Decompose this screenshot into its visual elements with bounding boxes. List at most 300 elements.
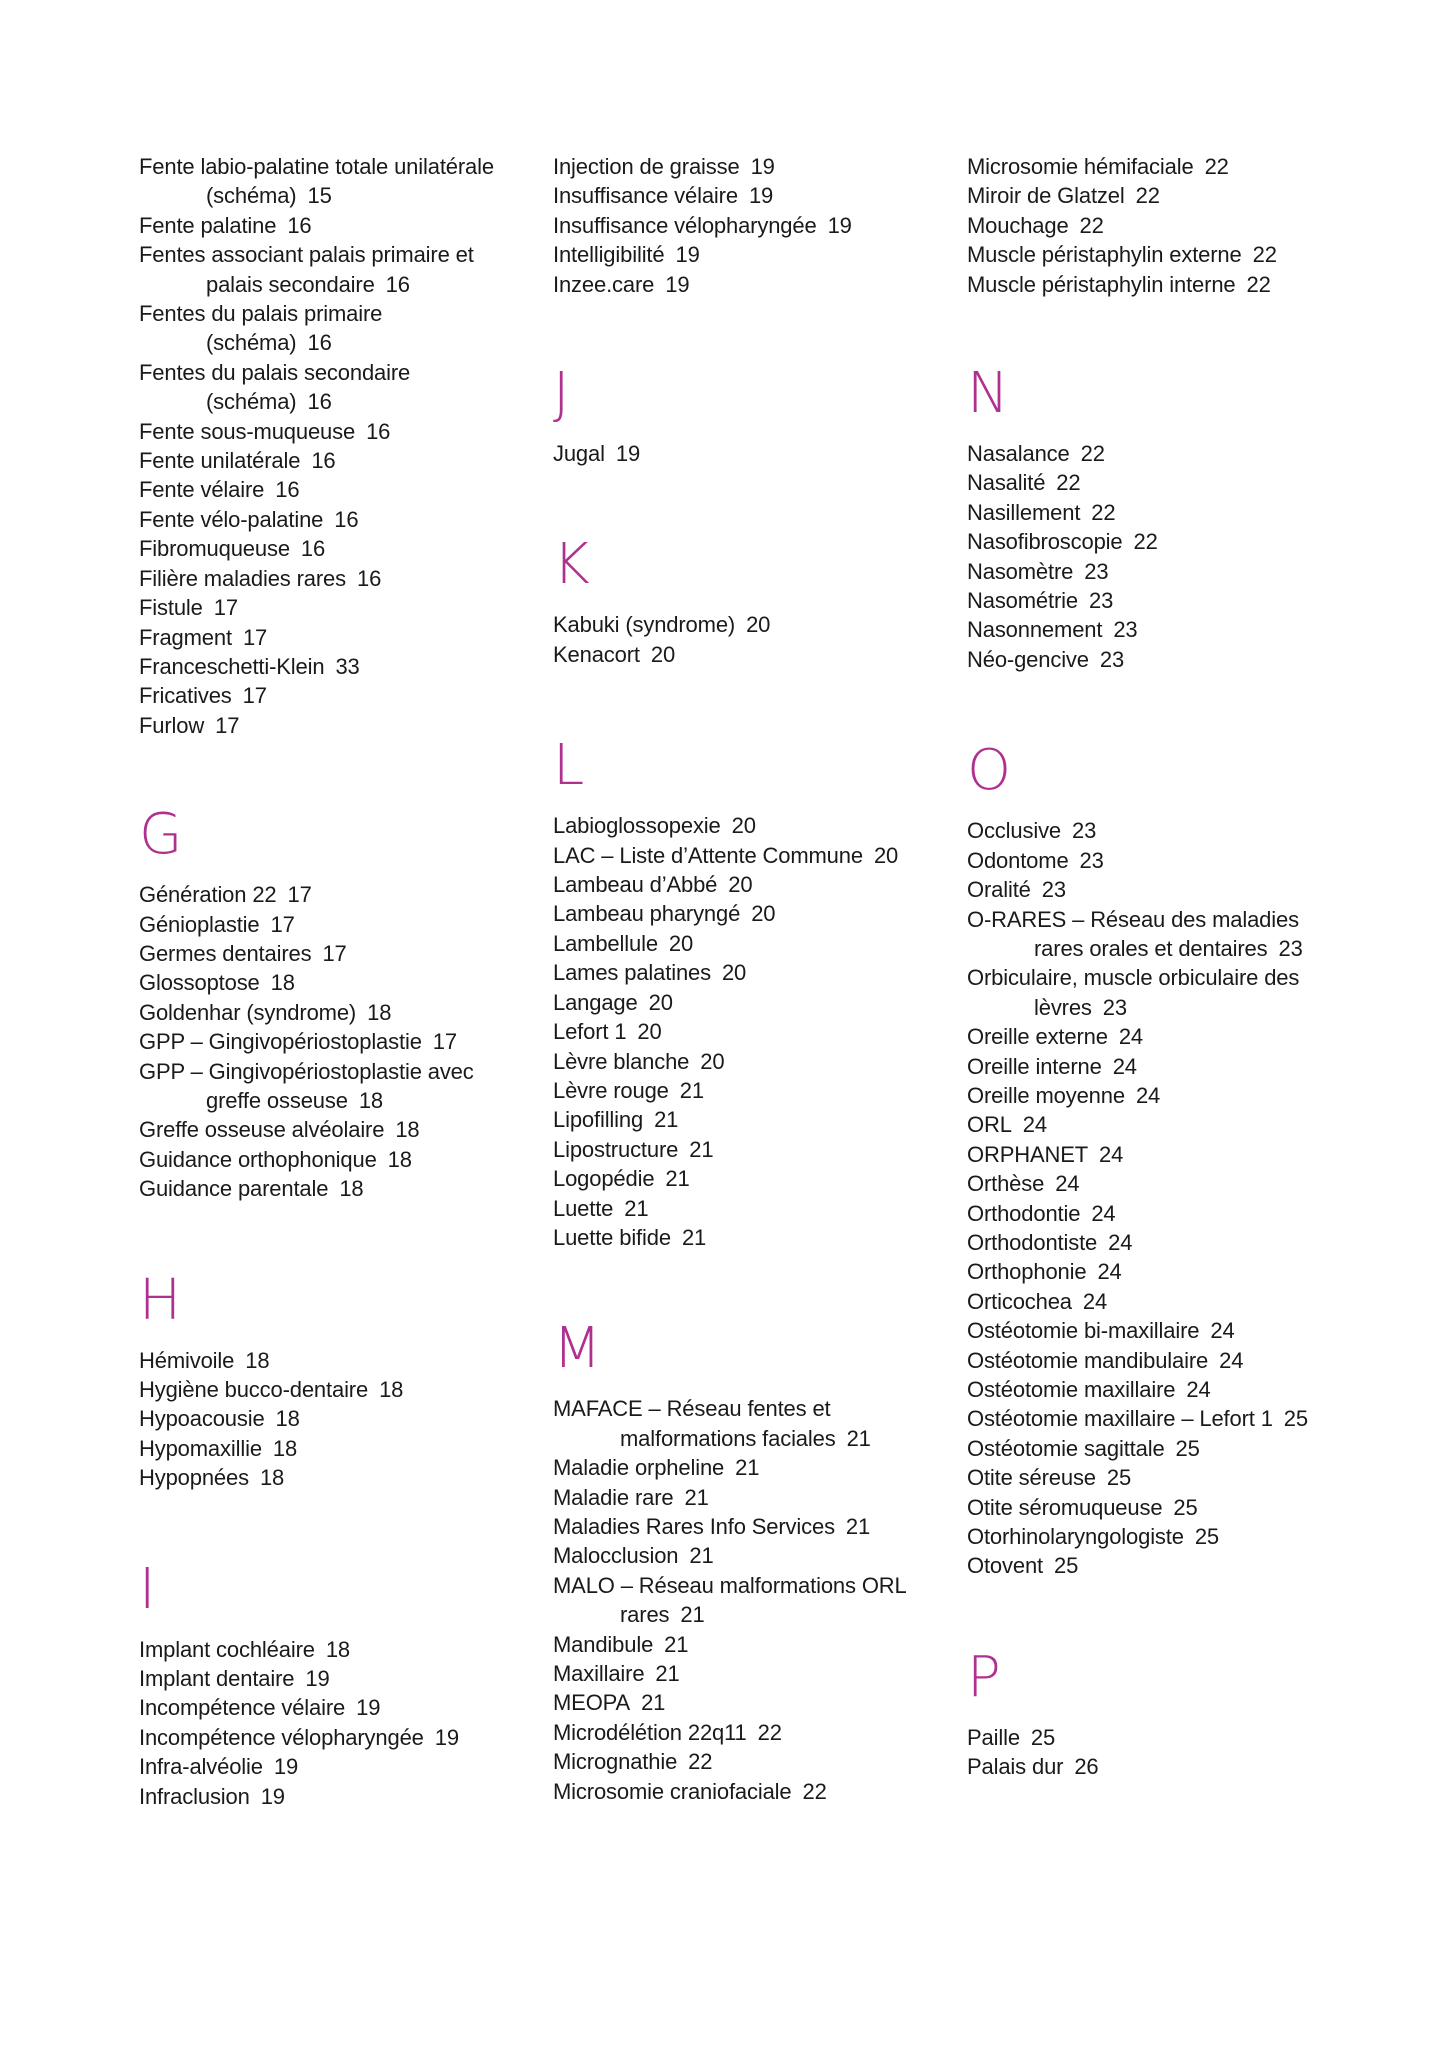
page-number: 21	[655, 1661, 680, 1686]
page-number: 24	[1219, 1347, 1244, 1373]
index-term: LAC – Liste d’Attente Commune	[553, 842, 863, 868]
index-entry	[967, 270, 1337, 299]
index-section-continued	[139, 152, 509, 740]
index-term: Nasonnement	[967, 617, 1103, 643]
page-number: 25	[1175, 1435, 1200, 1461]
page-number: 21	[846, 1425, 871, 1451]
index-entry	[553, 1747, 923, 1776]
page-number: 16	[307, 389, 332, 415]
index-term: Oreille externe	[967, 1024, 1108, 1050]
page-number: 25	[1054, 1553, 1079, 1579]
index-term: Jugal	[553, 441, 605, 467]
index-term: Insuffisance vélaire	[553, 183, 738, 209]
index-term: Germes dentaires	[139, 940, 312, 966]
index-term: Glossoptose	[139, 970, 260, 996]
index-term: Génération 22	[139, 882, 277, 908]
index-entry	[139, 1782, 509, 1811]
page-number: 21	[689, 1136, 714, 1162]
page-number: 19	[665, 271, 690, 297]
index-entry	[967, 1723, 1337, 1752]
index-entry	[967, 1346, 1337, 1375]
index-entry	[967, 1375, 1337, 1404]
section-letter-heading: O	[967, 738, 1012, 804]
section-letter-heading: L	[553, 733, 585, 799]
page-number: 19	[273, 1754, 299, 1780]
index-term: Insuffisance vélopharyngée	[553, 212, 817, 238]
index-entry	[139, 1463, 509, 1492]
index-term: Nasalité	[967, 470, 1046, 496]
page-number: 23	[1099, 646, 1125, 672]
index-entry	[139, 1057, 509, 1116]
page-number: 18	[270, 970, 295, 996]
section-letter-heading: M	[553, 1316, 602, 1382]
page-number: 24	[1186, 1377, 1211, 1402]
index-entry	[139, 446, 509, 475]
page-number: 19	[356, 1695, 381, 1721]
page-number: 19	[827, 212, 852, 238]
index-entry	[139, 358, 509, 417]
page-number: 19	[305, 1666, 330, 1692]
section-letter-heading: I	[139, 1556, 156, 1622]
index-term: Micrognathie	[553, 1749, 678, 1775]
page-number: 23	[1102, 994, 1127, 1020]
index-entry	[967, 498, 1337, 527]
index-term: ORPHANET	[967, 1141, 1089, 1167]
index-section-n	[967, 359, 1337, 674]
index-term: Hygiène bucco-dentaire	[139, 1377, 369, 1402]
index-term: Greffe osseuse alvéolaire	[139, 1117, 385, 1143]
index-term: GPP – Gingivopériostoplastie	[139, 1029, 422, 1055]
page-number: 21	[845, 1513, 871, 1539]
index-entry	[139, 652, 509, 681]
index-term: Nasillement	[967, 499, 1081, 525]
index-term: Microsomie craniofaciale	[553, 1778, 792, 1804]
index-entry	[553, 1164, 923, 1193]
index-section-k	[553, 530, 923, 669]
page-number: 24	[1091, 1200, 1116, 1226]
index-section-g	[139, 800, 509, 1203]
index-term: Microsomie hémifaciale	[967, 154, 1194, 179]
index-entry	[139, 968, 509, 997]
index-entry	[967, 468, 1337, 497]
index-term: Logopédie	[553, 1166, 655, 1192]
index-entry	[139, 1145, 509, 1174]
index-term: Orthodontie	[967, 1200, 1081, 1226]
index-entry	[967, 1022, 1337, 1051]
index-term: Inzee.care	[553, 271, 655, 297]
index-entry	[553, 929, 923, 958]
index-entry	[967, 1463, 1337, 1492]
index-term: Fentes associant palais primaire et palais secondaire	[139, 242, 474, 297]
page-number: 17	[270, 911, 295, 937]
index-term: Lames palatines	[553, 960, 711, 986]
index-entry	[967, 1140, 1337, 1169]
page-number: 19	[750, 154, 775, 179]
index-section-continued	[553, 152, 923, 299]
index-entry	[139, 152, 509, 211]
page-number: 24	[1097, 1259, 1122, 1285]
index-term: Lipostructure	[553, 1136, 679, 1162]
page-number: 26	[1074, 1754, 1099, 1780]
index-term: Fente sous-muqueuse	[139, 418, 356, 444]
index-term: Furlow	[139, 712, 205, 738]
index-entry	[553, 1777, 923, 1806]
index-entry	[553, 841, 923, 870]
index-term: Orticochea	[967, 1288, 1072, 1314]
page-number: 22	[1091, 499, 1116, 525]
page-number: 20	[751, 901, 776, 927]
index-term: Nasométrie	[967, 588, 1078, 614]
index-term: Nasomètre	[967, 558, 1074, 584]
index-section-j	[553, 359, 923, 468]
index-term: Guidance orthophonique	[139, 1146, 377, 1172]
page-number: 18	[367, 999, 392, 1025]
index-term: Génioplastie	[139, 911, 260, 937]
index-entry	[553, 270, 923, 299]
index-term: Fricatives	[139, 683, 232, 709]
index-term: Lefort 1	[553, 1019, 627, 1045]
index-term: Incompétence vélopharyngée	[139, 1724, 424, 1750]
index-term: Ostéotomie maxillaire	[967, 1377, 1176, 1402]
index-entry	[139, 299, 509, 358]
index-term: Oreille interne	[967, 1053, 1102, 1079]
index-entry	[553, 1194, 923, 1223]
index-term: O-RARES – Réseau des maladies rares orales et dentaires	[967, 906, 1299, 961]
page-number: 24	[1108, 1229, 1133, 1255]
page-number: 20	[728, 872, 753, 898]
index-entry	[967, 240, 1337, 269]
page-number: 19	[748, 183, 774, 209]
page-number: 18	[358, 1087, 383, 1113]
index-entry	[553, 152, 923, 181]
index-entry-list	[553, 811, 923, 1252]
index-entry-list	[139, 1635, 509, 1811]
page-number: 17	[322, 940, 347, 966]
index-term: Hypopnées	[139, 1465, 249, 1491]
page-number: 22	[1056, 470, 1081, 496]
index-term: Fente unilatérale	[139, 448, 301, 474]
page-number: 22	[1080, 441, 1105, 467]
index-term: Filière maladies rares	[139, 565, 346, 591]
page-number: 20	[648, 989, 673, 1015]
index-entry	[967, 1551, 1337, 1580]
index-term: Muscle péristaphylin externe	[967, 242, 1242, 268]
index-entry-list	[553, 1394, 923, 1806]
page-number: 20	[650, 641, 676, 667]
index-term: Guidance parentale	[139, 1176, 329, 1202]
index-entry	[553, 1223, 923, 1252]
page-number: 16	[287, 212, 312, 238]
index-entry	[139, 910, 509, 939]
index-entry	[139, 1664, 509, 1693]
index-entry	[967, 181, 1337, 210]
index-term: Occlusive	[967, 818, 1062, 844]
page-number: 17	[215, 712, 240, 738]
index-entry	[139, 1404, 509, 1433]
index-term: Lambeau d’Abbé	[553, 872, 718, 898]
page-number: 19	[434, 1724, 459, 1750]
page-number: 24	[1118, 1024, 1143, 1050]
page-number: 23	[1113, 617, 1138, 643]
index-entry	[553, 439, 923, 468]
page-number: 18	[275, 1406, 300, 1432]
page-number: 22	[1135, 183, 1160, 209]
index-entry	[967, 1434, 1337, 1463]
index-term: Luette bifide	[553, 1224, 671, 1250]
index-entry	[139, 623, 509, 652]
index-term: Fentes du palais secondaire (schéma)	[139, 359, 411, 415]
index-term: GPP – Gingivopériostoplastie avec greffe osseuse	[139, 1058, 474, 1113]
index-entry-list	[967, 816, 1337, 1581]
page-number: 20	[731, 813, 756, 839]
index-entry	[139, 240, 509, 299]
index-entry	[553, 211, 923, 240]
index-term: Lambellule	[553, 930, 658, 956]
index-section-continued	[967, 152, 1337, 299]
page-number: 17	[213, 595, 238, 621]
page-number: 18	[259, 1465, 285, 1491]
index-term: Oralité	[967, 877, 1031, 903]
index-term: Otite séreuse	[967, 1465, 1096, 1491]
index-entry	[967, 1752, 1337, 1781]
index-section-o	[967, 736, 1337, 1581]
index-entry	[139, 939, 509, 968]
index-term: MALO – Réseau malformations ORL rares	[553, 1572, 906, 1628]
index-term: Lambeau pharyngé	[553, 901, 741, 927]
index-term: Lèvre rouge	[553, 1077, 669, 1103]
page-number: 23	[1278, 935, 1303, 961]
page-number: 16	[275, 477, 300, 503]
page-number: 20	[700, 1048, 725, 1074]
page-number: 21	[624, 1195, 649, 1221]
page-number: 20	[746, 612, 771, 638]
index-term: Fente vélo-palatine	[139, 506, 324, 532]
page-number: 17	[242, 683, 267, 709]
index-term: Fibromuqueuse	[139, 536, 290, 562]
page-number: 16	[357, 565, 382, 591]
index-term: MAFACE – Réseau fentes et malformations faciales	[553, 1396, 836, 1451]
page-number: 16	[334, 506, 359, 532]
index-entry	[139, 593, 509, 622]
index-entry	[553, 1483, 923, 1512]
index-term: Hypomaxillie	[139, 1435, 262, 1461]
page-number: 19	[675, 242, 700, 268]
index-term: Otite séromuqueuse	[967, 1494, 1163, 1520]
index-entry	[139, 534, 509, 563]
index-term: Incompétence vélaire	[139, 1695, 346, 1721]
index-entry	[139, 998, 509, 1027]
index-term: ORL	[967, 1112, 1012, 1138]
index-term: Otorhinolaryngologiste	[967, 1524, 1184, 1550]
page-number: 18	[325, 1636, 351, 1662]
index-entry	[967, 816, 1337, 845]
index-term: Nasalance	[967, 441, 1070, 467]
index-term: Palais dur	[967, 1754, 1064, 1780]
page-number: 33	[335, 653, 360, 679]
index-entry	[967, 905, 1337, 964]
index-entry	[553, 640, 923, 669]
page-number: 20	[721, 960, 747, 986]
index-section-h	[139, 1266, 509, 1493]
index-term: Infra-alvéolie	[139, 1754, 263, 1780]
index-entry	[553, 958, 923, 987]
section-letter-heading: H	[139, 1267, 182, 1333]
index-term: Fentes du palais primaire (schéma)	[139, 301, 383, 356]
index-column-1	[139, 152, 509, 1811]
page-number: 22	[1252, 242, 1277, 268]
page-number: 22	[802, 1778, 827, 1804]
index-entry	[139, 711, 509, 740]
page-number: 15	[307, 183, 332, 209]
index-entry	[553, 1541, 923, 1570]
index-term: Orthodontiste	[967, 1229, 1098, 1255]
index-term: Ostéotomie bi-maxillaire	[967, 1318, 1200, 1344]
index-term: Fistule	[139, 595, 203, 621]
index-term: Mandibule	[553, 1631, 654, 1657]
index-entry	[967, 1110, 1337, 1139]
page-number: 18	[245, 1347, 270, 1373]
page-number: 24	[1112, 1053, 1137, 1079]
index-term: Franceschetti-Klein	[139, 653, 325, 679]
index-entry	[967, 586, 1337, 615]
section-letter-heading: N	[967, 361, 1009, 427]
page-number: 21	[679, 1077, 704, 1103]
index-entry	[553, 1135, 923, 1164]
index-entry	[139, 211, 509, 240]
index-entry	[553, 988, 923, 1017]
index-term: Lèvre blanche	[553, 1048, 690, 1074]
index-term: Hémivoile	[139, 1347, 235, 1373]
index-entry	[967, 1199, 1337, 1228]
page-number: 20	[873, 842, 899, 868]
page-number: 22	[1204, 154, 1229, 179]
index-entry	[553, 1630, 923, 1659]
index-entry	[139, 1752, 509, 1781]
index-entry	[967, 152, 1337, 181]
page-number: 23	[1041, 877, 1066, 903]
page-number: 24	[1210, 1318, 1235, 1344]
index-section-i	[139, 1555, 509, 1811]
index-entry	[967, 1081, 1337, 1110]
index-entry	[967, 1169, 1337, 1198]
index-entry	[967, 645, 1337, 674]
index-term: Microdélétion 22q11	[553, 1719, 747, 1745]
page-number: 20	[668, 930, 694, 956]
page-number: 25	[1030, 1724, 1056, 1750]
page-number: 16	[366, 418, 391, 444]
index-entry	[967, 1522, 1337, 1551]
index-entry	[139, 417, 509, 446]
index-entry	[553, 1047, 923, 1076]
page-number: 22	[1246, 271, 1271, 297]
page-number: 21	[680, 1602, 705, 1628]
index-entry	[553, 811, 923, 840]
index-term: Maxillaire	[553, 1661, 645, 1686]
index-entry	[139, 1434, 509, 1463]
index-term: Otovent	[967, 1553, 1043, 1579]
index-entry-list	[967, 152, 1337, 299]
index-entry	[967, 846, 1337, 875]
page-number: 19	[260, 1783, 285, 1809]
page-number: 22	[757, 1719, 782, 1745]
page-number: 23	[1072, 818, 1097, 844]
index-term: MEOPA	[553, 1690, 631, 1716]
page-number: 18	[395, 1117, 420, 1143]
index-entry	[139, 1635, 509, 1664]
index-entry	[553, 1453, 923, 1482]
page-number: 23	[1079, 847, 1104, 873]
index-entry	[139, 1027, 509, 1056]
index-column-3	[967, 152, 1337, 1782]
section-letter-heading: P	[967, 1644, 1001, 1710]
index-entry-list	[139, 152, 509, 740]
page-number: 17	[287, 882, 312, 908]
index-term: Luette	[553, 1195, 614, 1221]
index-term: Orbiculaire, muscle orbiculaire des lèvres	[967, 965, 1300, 1020]
page-number: 23	[1088, 588, 1114, 614]
page-number: 21	[735, 1455, 760, 1481]
section-letter-heading: G	[139, 802, 183, 868]
index-entry	[553, 870, 923, 899]
index-term: Fente vélaire	[139, 477, 265, 503]
index-term: Ostéotomie sagittale	[967, 1435, 1165, 1461]
index-term: Néo-gencive	[967, 646, 1089, 672]
index-entry-list	[553, 610, 923, 669]
page-number: 16	[311, 448, 336, 474]
index-entry	[139, 564, 509, 593]
page-number: 24	[1135, 1082, 1161, 1108]
index-section-m	[553, 1314, 923, 1806]
index-entry	[967, 1404, 1337, 1433]
page-number: 18	[379, 1377, 404, 1402]
index-entry	[553, 181, 923, 210]
index-term: Implant cochléaire	[139, 1636, 315, 1662]
index-term: Nasofibroscopie	[967, 529, 1123, 555]
index-entry	[553, 240, 923, 269]
page-number: 24	[1082, 1288, 1108, 1314]
index-term: Maladie rare	[553, 1484, 674, 1510]
index-entry	[139, 505, 509, 534]
index-term: Odontome	[967, 847, 1069, 873]
page-number: 21	[654, 1107, 679, 1133]
index-entry	[967, 557, 1337, 586]
index-term: Goldenhar (syndrome)	[139, 999, 357, 1025]
page-number: 17	[242, 624, 268, 650]
page-number: 21	[664, 1631, 689, 1657]
index-section-l	[553, 731, 923, 1252]
page-number: 16	[307, 330, 332, 356]
index-entry	[139, 880, 509, 909]
index-entry	[553, 1076, 923, 1105]
index-term: Muscle péristaphylin interne	[967, 271, 1236, 297]
index-term: Oreille moyenne	[967, 1082, 1125, 1108]
page-number: 22	[688, 1749, 713, 1775]
index-entry-list	[553, 439, 923, 468]
page-number: 21	[689, 1543, 714, 1569]
page-number: 18	[387, 1146, 412, 1172]
page-number: 25	[1194, 1524, 1220, 1550]
index-entry	[139, 1115, 509, 1144]
index-term: Langage	[553, 989, 638, 1015]
index-entry	[553, 1659, 923, 1688]
index-term: Hypoacousie	[139, 1406, 265, 1432]
index-entry	[139, 1693, 509, 1722]
page-number: 21	[681, 1224, 707, 1250]
index-term: Malocclusion	[553, 1543, 679, 1569]
index-entry	[139, 1375, 509, 1404]
index-term: Mouchage	[967, 212, 1069, 238]
index-term: Injection de graisse	[553, 154, 740, 179]
